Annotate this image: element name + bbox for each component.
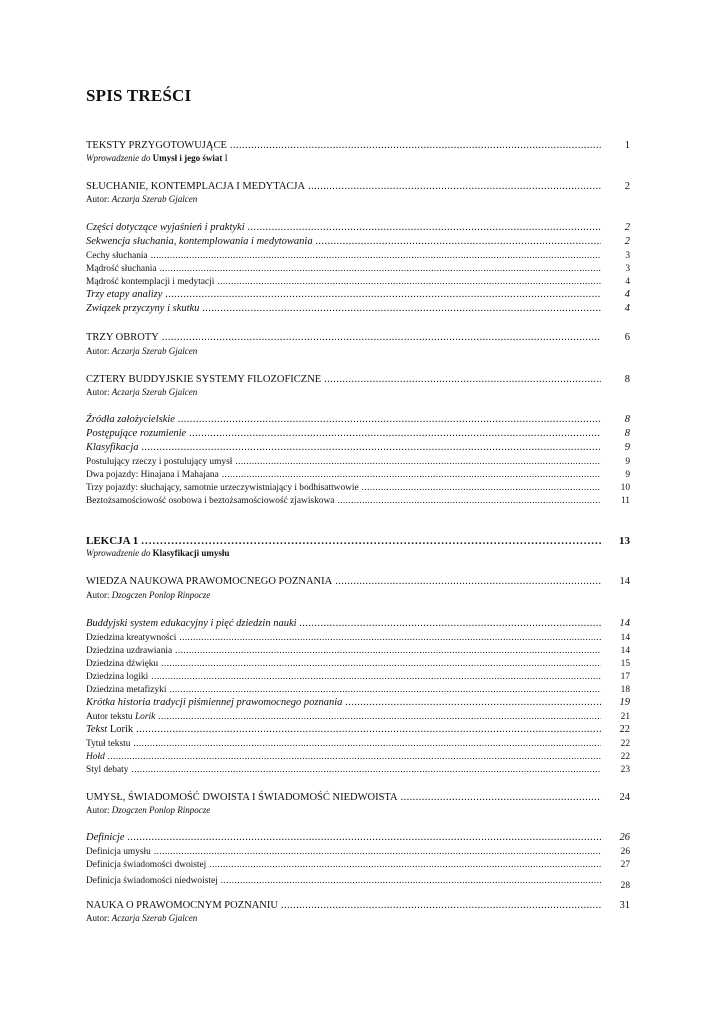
- toc-entry[interactable]: Beztożsamościowość osobowa i beztożsamościowość zjawiskowa ..... 11: [86, 494, 630, 508]
- toc-entry[interactable]: Buddyjski system edukacyjny i pięć dziedzin nauki ..... 14: [86, 617, 630, 631]
- toc-entry[interactable]: Definicja świadomości dwoistej ..... 27: [86, 858, 630, 872]
- toc-entry[interactable]: TRZY OBROTY ..... 6: [86, 331, 630, 345]
- toc-entry[interactable]: Definicje ..... 26: [86, 831, 630, 845]
- leader-dots: [230, 139, 601, 153]
- toc-entry[interactable]: Źródła założycielskie ..... 8: [86, 413, 630, 427]
- toc-entry[interactable]: Klasyfikacja ..... 9: [86, 441, 630, 455]
- toc-entry[interactable]: UMYSŁ, ŚWIADOMOŚĆ DWOISTA I ŚWIADOMOŚĆ NIEDWOISTA ..... 24: [86, 791, 630, 805]
- toc-entry[interactable]: Postulujący rzeczy i postulujący umysł ..... 9: [86, 455, 630, 469]
- author-line: Autor: Dzogczen Ponlop Rinpocze: [86, 590, 211, 600]
- toc-entry[interactable]: Hołd ..... 22: [86, 750, 630, 764]
- toc-entry[interactable]: Styl debaty ..... 23: [86, 763, 630, 777]
- toc-entry[interactable]: Trzy pojazdy: słuchający, samotnie urzeczywistniający i bodhisattwowie ..... 10: [86, 481, 630, 495]
- author-line: Autor: Aczarja Szerab Gjalcen: [86, 346, 198, 356]
- toc-entry[interactable]: TEKSTY PRZYGOTOWUJĄCE ..... 1: [86, 139, 630, 153]
- toc-entry[interactable]: Definicja świadomości niedwoistej ..... 28: [86, 874, 630, 888]
- toc-entry[interactable]: Trzy etapy analizy ..... 4: [86, 288, 630, 302]
- toc-entry[interactable]: Dwa pojazdy: Hinajana i Mahajana ..... 9: [86, 468, 630, 482]
- toc-entry[interactable]: CZTERY BUDDYJSKIE SYSTEMY FILOZOFICZNE ..... 8: [86, 373, 630, 387]
- author-line: Autor: Aczarja Szerab Gjalcen: [86, 913, 198, 923]
- toc-entry[interactable]: Cechy słuchania ..... 3: [86, 249, 630, 263]
- toc-entry[interactable]: Części dotyczące wyjaśnień i praktyki ..... 2: [86, 221, 630, 235]
- toc-entry[interactable]: Dziedzina logiki ..... 17: [86, 670, 630, 684]
- toc-entry[interactable]: Związek przyczyny i skutku ..... 4: [86, 302, 630, 316]
- toc-entry[interactable]: Tekst Lorik ..... 22: [86, 723, 630, 737]
- author-line: Autor: Aczarja Szerab Gjalcen: [86, 387, 198, 397]
- toc-entry[interactable]: Mądrość kontemplacji i medytacji ..... 4: [86, 275, 630, 289]
- toc-entry[interactable]: Tytuł tekstu ..... 22: [86, 737, 630, 751]
- toc-entry[interactable]: Dziedzina uzdrawiania ..... 14: [86, 644, 630, 658]
- toc-entry[interactable]: SŁUCHANIE, KONTEMPLACJA I MEDYTACJA ..... 2: [86, 180, 630, 194]
- toc-entry[interactable]: Postępujące rozumienie ..... 8: [86, 427, 630, 441]
- page-title: SPIS TREŚCI: [86, 86, 192, 105]
- toc-entry[interactable]: Dziedzina metafizyki ..... 18: [86, 683, 630, 697]
- toc-entry[interactable]: WIEDZA NAUKOWA PRAWOMOCNEGO POZNANIA ..... 14: [86, 575, 630, 589]
- toc-entry[interactable]: Sekwencja słuchania, kontemplowania i medytowania ..... 2: [86, 235, 630, 249]
- author-line: Autor: Aczarja Szerab Gjalcen: [86, 194, 198, 204]
- toc-entry[interactable]: Autor tekstu Lorik ..... 21: [86, 710, 630, 724]
- toc-entry[interactable]: NAUKA O PRAWOMOCNYM POZNANIU ..... 31: [86, 899, 630, 913]
- toc-entry[interactable]: Definicja umysłu ..... 26: [86, 845, 630, 859]
- subtitle: Wprowadzenie do Umysł i jego świat I: [86, 153, 228, 163]
- toc-entry[interactable]: Dziedzina kreatywności ..... 14: [86, 631, 630, 645]
- toc-entry[interactable]: Mądrość słuchania ..... 3: [86, 262, 630, 276]
- subtitle: Wprowadzenie do Klasyfikacji umysłu: [86, 548, 230, 558]
- toc-entry[interactable]: Dziedzina dźwięku ..... 15: [86, 657, 630, 671]
- author-line: Autor: Dzogczen Ponlop Rinpocze: [86, 805, 211, 815]
- toc-entry[interactable]: Krótka historia tradycji piśmiennej prawomocnego poznania ..... 19: [86, 696, 630, 710]
- toc-entry-lesson[interactable]: LEKCJA 1 ..... 13: [86, 534, 630, 548]
